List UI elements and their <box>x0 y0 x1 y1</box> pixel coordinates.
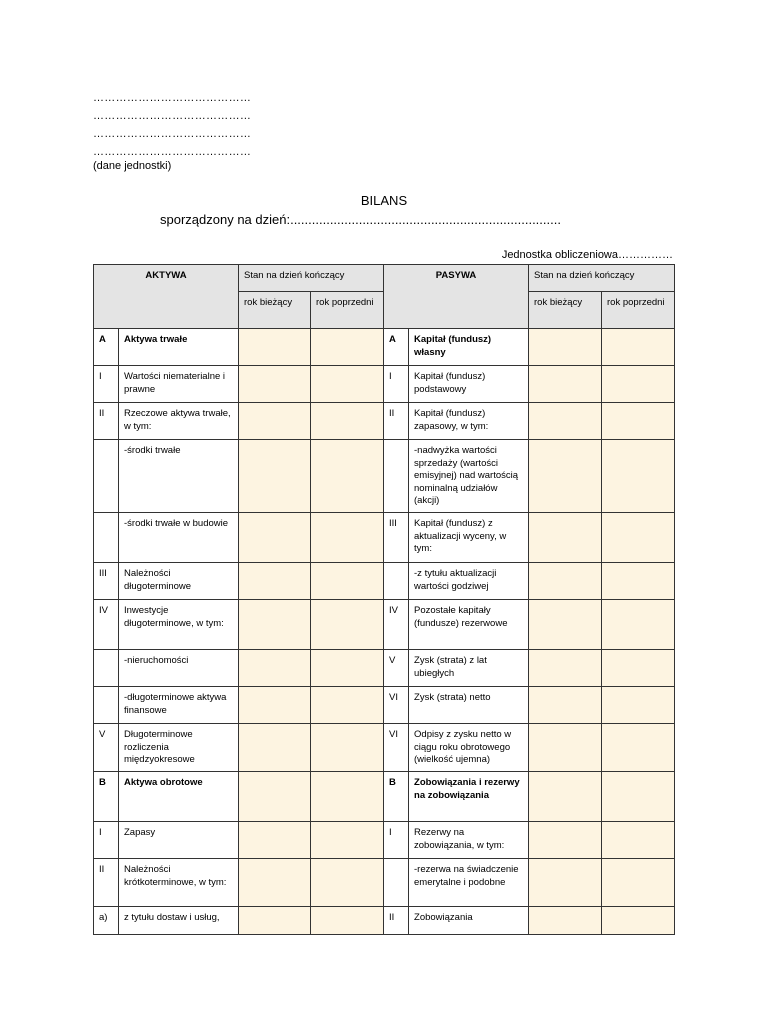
pasywa-rok-poprzedni-value[interactable] <box>602 440 675 513</box>
document-title: BILANS <box>360 193 408 208</box>
pasywa-rok-poprzedni-value[interactable] <box>602 687 675 724</box>
pasywa-rok-poprzedni-value[interactable] <box>602 329 675 366</box>
aktywa-number: IV <box>94 600 119 650</box>
aktywa-number <box>94 687 119 724</box>
balance-sheet-table <box>93 264 675 935</box>
pasywa-label: Zysk (strata) netto <box>409 687 529 724</box>
aktywa-number: I <box>94 366 119 403</box>
pasywa-label: Kapitał (fundusz) zapasowy, w tym: <box>409 403 529 440</box>
aktywa-number: II <box>94 859 119 907</box>
aktywa-rok-biezacy-value[interactable] <box>239 822 311 859</box>
pasywa-number: B <box>384 772 409 822</box>
entity-dots-line-3: …………………………………… <box>93 128 252 140</box>
pasywa-label: Odpisy z zysku netto w ciągu roku obrotowego (wielkość ujemna) <box>409 724 529 772</box>
table-row <box>94 822 675 859</box>
aktywa-rok-biezacy-value[interactable] <box>239 366 311 403</box>
aktywa-number: V <box>94 724 119 772</box>
aktywa-label: Inwestycje długoterminowe, w tym: <box>119 600 239 650</box>
pasywa-label: Kapitał (fundusz) własny <box>409 329 529 366</box>
rok-biezacy-aktywa-header: rok bieżący <box>239 292 311 329</box>
aktywa-rok-biezacy-value[interactable] <box>239 440 311 513</box>
pasywa-label: Zobowiązania <box>409 907 529 935</box>
aktywa-rok-biezacy-value[interactable] <box>239 907 311 935</box>
pasywa-rok-biezacy-value[interactable] <box>529 563 602 600</box>
aktywa-number: A <box>94 329 119 366</box>
pasywa-number: IV <box>384 600 409 650</box>
unit-line: Jednostka obliczeniowa…………… <box>501 249 673 261</box>
aktywa-rok-biezacy-value[interactable] <box>239 687 311 724</box>
pasywa-rok-biezacy-value[interactable] <box>529 907 602 935</box>
pasywa-number: III <box>384 513 409 563</box>
pasywa-label: -z tytułu aktualizacji wartości godziwej <box>409 563 529 600</box>
aktywa-rok-poprzedni-value[interactable] <box>311 403 384 440</box>
table-row <box>94 513 675 563</box>
aktywa-rok-biezacy-value[interactable] <box>239 772 311 822</box>
aktywa-label: Rzeczowe aktywa trwałe, w tym: <box>119 403 239 440</box>
pasywa-label: -nadwyżka wartości sprzedaży (wartości emisyjnej) nad wartością nominalną udziałów (akcji) <box>409 440 529 513</box>
table-row <box>94 440 675 513</box>
aktywa-rok-poprzedni-value[interactable] <box>311 687 384 724</box>
table-row <box>94 687 675 724</box>
pasywa-label: Pozostałe kapitały (fundusze) rezerwowe <box>409 600 529 650</box>
aktywa-label: -środki trwałe w budowie <box>119 513 239 563</box>
aktywa-rok-poprzedni-value[interactable] <box>311 772 384 822</box>
aktywa-rok-biezacy-value[interactable] <box>239 724 311 772</box>
aktywa-label: Aktywa obrotowe <box>119 772 239 822</box>
pasywa-number: VI <box>384 687 409 724</box>
aktywa-number: III <box>94 563 119 600</box>
pasywa-rok-poprzedni-value[interactable] <box>602 822 675 859</box>
aktywa-rok-poprzedni-value[interactable] <box>311 600 384 650</box>
rok-poprzedni-pasywa-header: rok poprzedni <box>602 292 675 329</box>
entity-dots-line-1: …………………………………… <box>93 92 252 104</box>
aktywa-rok-poprzedni-value[interactable] <box>311 907 384 935</box>
aktywa-number: II <box>94 403 119 440</box>
aktywa-number: a) <box>94 907 119 935</box>
pasywa-label: Zobowiązania i rezerwy na zobowiązania <box>409 772 529 822</box>
aktywa-number <box>94 440 119 513</box>
pasywa-number: V <box>384 650 409 687</box>
aktywa-rok-poprzedni-value[interactable] <box>311 724 384 772</box>
aktywa-rok-poprzedni-value[interactable] <box>311 859 384 907</box>
pasywa-rok-biezacy-value[interactable] <box>529 329 602 366</box>
aktywa-label: Długoterminowe rozliczenia międzyokresowe <box>119 724 239 772</box>
pasywa-number: A <box>384 329 409 366</box>
pasywa-label: Kapitał (fundusz) podstawowy <box>409 366 529 403</box>
entity-dots-line-4: …………………………………… <box>93 146 252 158</box>
aktywa-label: Aktywa trwałe <box>119 329 239 366</box>
pasywa-rok-poprzedni-value[interactable] <box>602 563 675 600</box>
aktywa-number: B <box>94 772 119 822</box>
pasywa-label: -rezerwa na świadczenie emerytalne i podobne <box>409 859 529 907</box>
aktywa-number: I <box>94 822 119 859</box>
aktywa-label: Należności krótkoterminowe, w tym: <box>119 859 239 907</box>
pasywa-rok-poprzedni-value[interactable] <box>602 600 675 650</box>
pasywa-rok-poprzedni-value[interactable] <box>602 513 675 563</box>
aktywa-rok-biezacy-value[interactable] <box>239 329 311 366</box>
stan-header-aktywa: Stan na dzień kończący <box>239 265 384 292</box>
aktywa-label: Należności długoterminowe <box>119 563 239 600</box>
stan-header-pasywa: Stan na dzień kończący <box>529 265 675 292</box>
aktywa-rok-biezacy-value[interactable] <box>239 859 311 907</box>
aktywa-label: -środki trwałe <box>119 440 239 513</box>
pasywa-number: I <box>384 366 409 403</box>
table-row <box>94 907 675 935</box>
pasywa-rok-biezacy-value[interactable] <box>529 859 602 907</box>
table-row <box>94 366 675 403</box>
aktywa-rok-biezacy-value[interactable] <box>239 600 311 650</box>
pasywa-rok-poprzedni-value[interactable] <box>602 724 675 772</box>
pasywa-rok-poprzedni-value[interactable] <box>602 859 675 907</box>
aktywa-rok-poprzedni-value[interactable] <box>311 822 384 859</box>
pasywa-rok-biezacy-value[interactable] <box>529 513 602 563</box>
aktywa-rok-biezacy-value[interactable] <box>239 650 311 687</box>
pasywa-rok-biezacy-value[interactable] <box>529 403 602 440</box>
aktywa-rok-poprzedni-value[interactable] <box>311 329 384 366</box>
table-row <box>94 859 675 907</box>
pasywa-rok-biezacy-value[interactable] <box>529 687 602 724</box>
rok-poprzedni-aktywa-header: rok poprzedni <box>311 292 384 329</box>
pasywa-rok-biezacy-value[interactable] <box>529 650 602 687</box>
pasywa-rok-poprzedni-value[interactable] <box>602 907 675 935</box>
pasywa-rok-biezacy-value[interactable] <box>529 822 602 859</box>
aktywa-label: z tytułu dostaw i usług, <box>119 907 239 935</box>
pasywa-number <box>384 859 409 907</box>
aktywa-rok-biezacy-value[interactable] <box>239 563 311 600</box>
aktywa-number <box>94 513 119 563</box>
aktywa-label: -nieruchomości <box>119 650 239 687</box>
pasywa-number: I <box>384 822 409 859</box>
rok-biezacy-pasywa-header: rok bieżący <box>529 292 602 329</box>
table-row <box>94 724 675 772</box>
pasywa-number <box>384 440 409 513</box>
pasywa-rok-biezacy-value[interactable] <box>529 366 602 403</box>
entity-data-label: (dane jednostki) <box>93 160 172 172</box>
pasywa-rok-biezacy-value[interactable] <box>529 772 602 822</box>
pasywa-label: Zysk (strata) z lat ubiegłych <box>409 650 529 687</box>
pasywa-rok-biezacy-value[interactable] <box>529 724 602 772</box>
date-line: sporządzony na dzień:........................................................................... <box>160 212 561 227</box>
pasywa-number: II <box>384 403 409 440</box>
table-row <box>94 600 675 650</box>
table-row <box>94 403 675 440</box>
entity-dots-line-2: …………………………………… <box>93 110 252 122</box>
aktywa-label: Wartości niematerialne i prawne <box>119 366 239 403</box>
pasywa-header: PASYWA <box>384 265 529 329</box>
aktywa-header: AKTYWA <box>94 265 239 329</box>
table-row <box>94 650 675 687</box>
header-row-1 <box>94 265 675 292</box>
aktywa-rok-poprzedni-value[interactable] <box>311 366 384 403</box>
table-row <box>94 772 675 822</box>
pasywa-rok-poprzedni-value[interactable] <box>602 366 675 403</box>
pasywa-label: Kapitał (fundusz) z aktualizacji wyceny, w tym: <box>409 513 529 563</box>
aktywa-rok-poprzedni-value[interactable] <box>311 440 384 513</box>
table-row <box>94 563 675 600</box>
pasywa-rok-biezacy-value[interactable] <box>529 440 602 513</box>
pasywa-number <box>384 563 409 600</box>
aktywa-rok-poprzedni-value[interactable] <box>311 563 384 600</box>
aktywa-number <box>94 650 119 687</box>
table-row <box>94 329 675 366</box>
aktywa-label: Zapasy <box>119 822 239 859</box>
pasywa-rok-poprzedni-value[interactable] <box>602 772 675 822</box>
pasywa-rok-biezacy-value[interactable] <box>529 600 602 650</box>
pasywa-label: Rezerwy na zobowiązania, w tym: <box>409 822 529 859</box>
pasywa-number: VI <box>384 724 409 772</box>
pasywa-number: II <box>384 907 409 935</box>
aktywa-rok-biezacy-value[interactable] <box>239 513 311 563</box>
aktywa-rok-poprzedni-value[interactable] <box>311 513 384 563</box>
pasywa-rok-poprzedni-value[interactable] <box>602 650 675 687</box>
aktywa-rok-biezacy-value[interactable] <box>239 403 311 440</box>
aktywa-label: -długoterminowe aktywa finansowe <box>119 687 239 724</box>
aktywa-rok-poprzedni-value[interactable] <box>311 650 384 687</box>
pasywa-rok-poprzedni-value[interactable] <box>602 403 675 440</box>
